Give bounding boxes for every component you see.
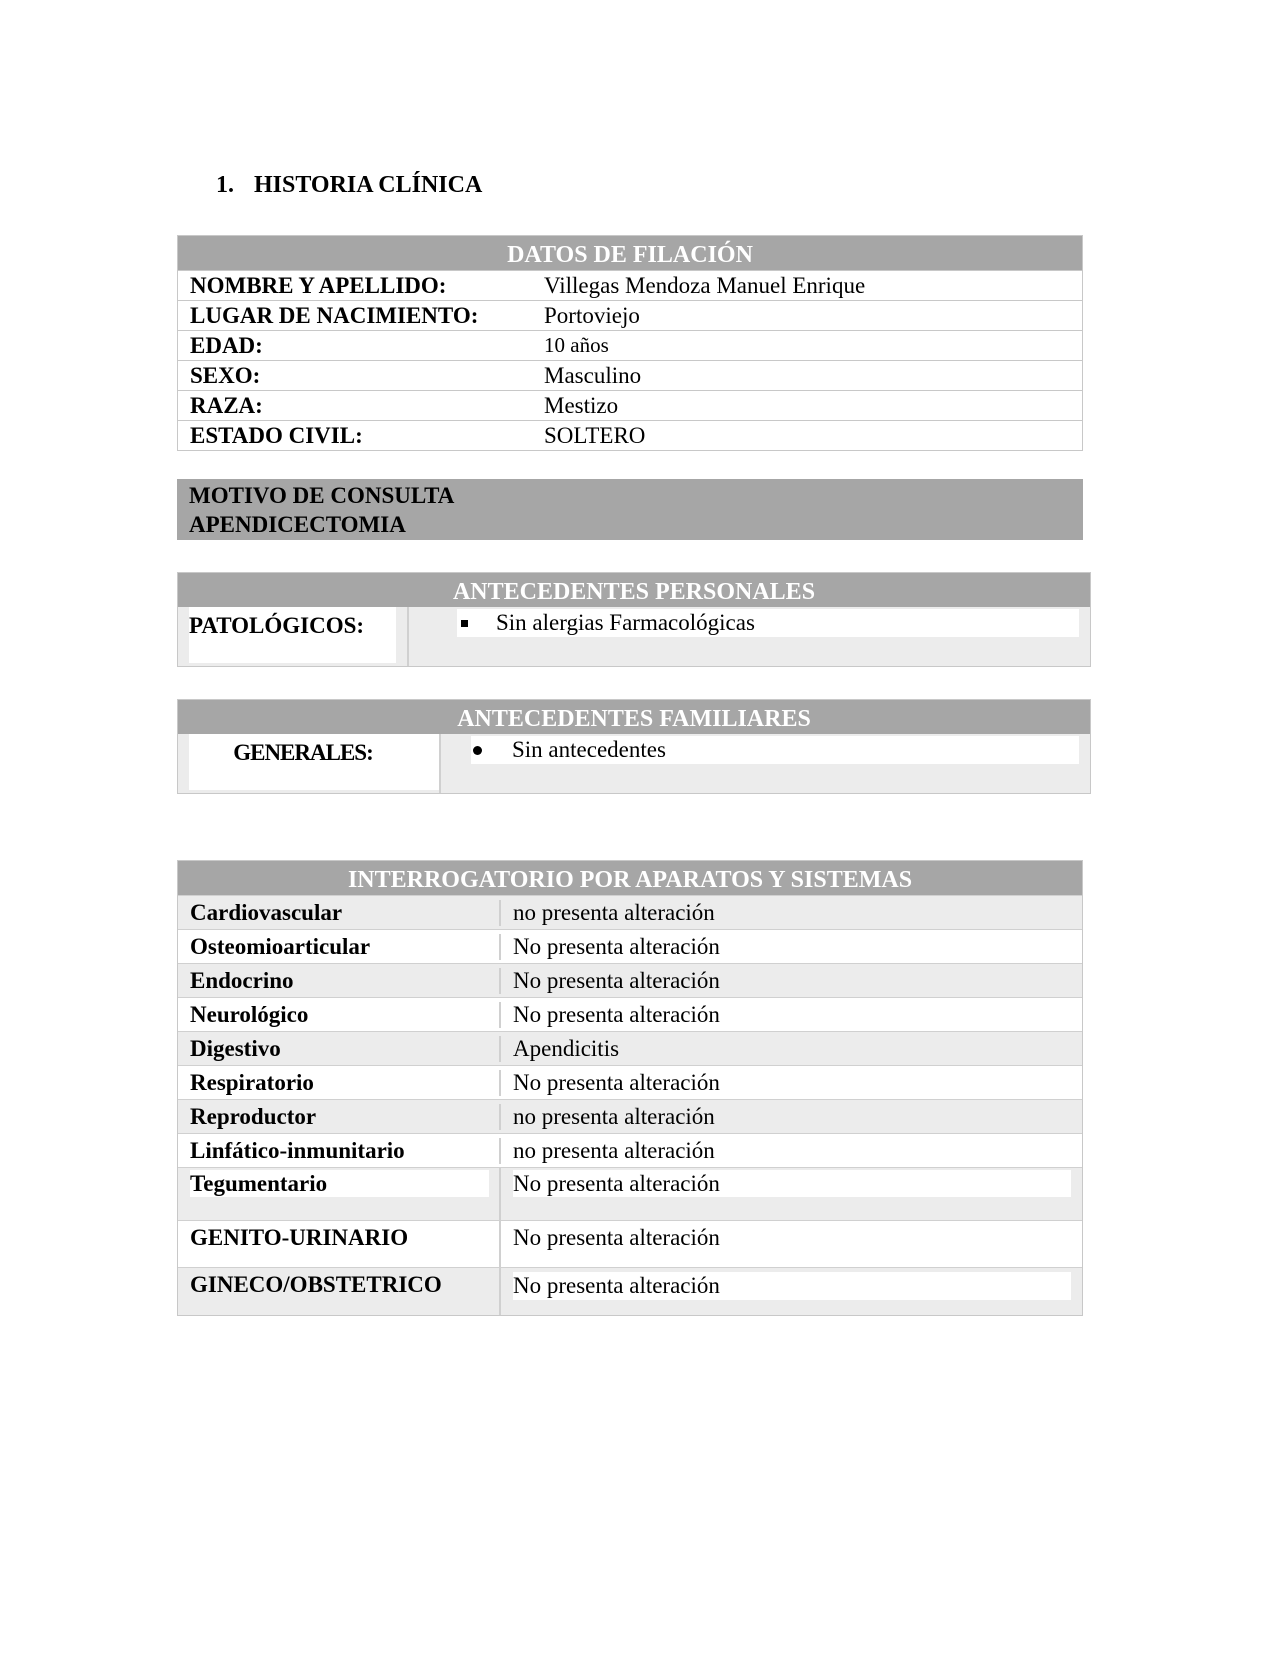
table-row — [178, 270, 1082, 300]
filiacion-table — [177, 235, 1083, 451]
table-row — [178, 1220, 1082, 1267]
field-label: LUGAR DE NACIMIENTO: — [190, 302, 479, 328]
familiares-label: GENERALES: — [189, 734, 439, 790]
familiares-header: ANTECEDENTES FAMILIARES — [178, 700, 1090, 734]
system-label: Osteomioarticular — [178, 934, 501, 960]
personales-label: PATOLÓGICOS: — [189, 607, 396, 663]
field-label: SEXO: — [190, 362, 261, 388]
personales-header: ANTECEDENTES PERSONALES — [178, 573, 1090, 607]
list-item-text: Sin alergias Farmacológicas — [496, 610, 755, 635]
section-number: 1. — [216, 172, 234, 198]
table-row — [178, 929, 1082, 963]
table-row — [178, 1065, 1082, 1099]
field-value: 10 años — [544, 333, 609, 357]
table-row — [178, 330, 1082, 360]
field-label: NOMBRE Y APELLIDO: — [190, 272, 447, 298]
interrogatorio-header: INTERROGATORIO POR APARATOS Y SISTEMAS — [178, 861, 1082, 895]
system-label: Reproductor — [178, 1104, 501, 1130]
section-title: HISTORIA CLÍNICA — [254, 172, 483, 198]
table-row — [178, 1031, 1082, 1065]
field-label: ESTADO CIVIL: — [190, 422, 363, 448]
table-row — [178, 963, 1082, 997]
table-row — [178, 1267, 1082, 1315]
system-label: GINECO/OBSTETRICO — [178, 1268, 501, 1315]
table-row — [178, 360, 1082, 390]
table-row — [178, 997, 1082, 1031]
system-value: No presenta alteración — [513, 1225, 720, 1250]
system-value: No presenta alteración — [513, 1272, 1071, 1300]
section-heading — [216, 172, 482, 199]
system-value: no presenta alteración — [513, 1103, 715, 1129]
table-row — [178, 1167, 1082, 1220]
system-label: Respiratorio — [178, 1070, 501, 1096]
square-bullet-icon — [461, 620, 468, 627]
field-value: Mestizo — [544, 392, 619, 418]
antecedentes-personales-table — [177, 572, 1091, 667]
system-label: Neurológico — [178, 1002, 501, 1028]
system-label: GENITO-URINARIO — [178, 1221, 501, 1267]
antecedentes-familiares-table — [177, 699, 1091, 794]
table-row — [178, 895, 1082, 929]
table-row — [178, 390, 1082, 420]
system-label: Tegumentario — [190, 1170, 489, 1197]
field-label: RAZA: — [190, 392, 263, 418]
field-value: Masculino — [544, 362, 642, 388]
field-value: Villegas Mendoza Manuel Enrique — [544, 272, 866, 298]
filiacion-header: DATOS DE FILACIÓN — [178, 236, 1082, 270]
motivo-title: MOTIVO DE CONSULTA — [189, 483, 455, 508]
table-row — [178, 1133, 1082, 1167]
field-label: EDAD: — [190, 332, 263, 358]
motivo-value: APENDICECTOMIA — [189, 512, 406, 537]
system-value: Apendicitis — [513, 1035, 620, 1061]
field-value: Portoviejo — [544, 302, 640, 328]
interrogatorio-table — [177, 860, 1083, 1316]
field-value: SOLTERO — [544, 422, 646, 448]
motivo-box — [177, 479, 1083, 540]
system-value: No presenta alteración — [513, 1001, 720, 1027]
system-value: no presenta alteración — [513, 1137, 715, 1163]
table-row — [178, 1099, 1082, 1133]
list-item — [471, 736, 1079, 764]
system-label: Digestivo — [178, 1036, 501, 1062]
table-row — [178, 420, 1082, 450]
system-value: No presenta alteración — [513, 967, 720, 993]
system-value: No presenta alteración — [513, 1170, 1071, 1197]
table-row — [178, 300, 1082, 330]
system-value: no presenta alteración — [513, 899, 715, 925]
system-label: Linfático-inmunitario — [178, 1138, 501, 1164]
round-bullet-icon — [473, 746, 482, 755]
system-value: No presenta alteración — [513, 1069, 720, 1095]
system-label: Cardiovascular — [178, 900, 501, 926]
system-value: No presenta alteración — [513, 933, 720, 959]
list-item — [457, 609, 1079, 637]
system-label: Endocrino — [178, 968, 501, 994]
list-item-text: Sin antecedentes — [512, 737, 666, 762]
